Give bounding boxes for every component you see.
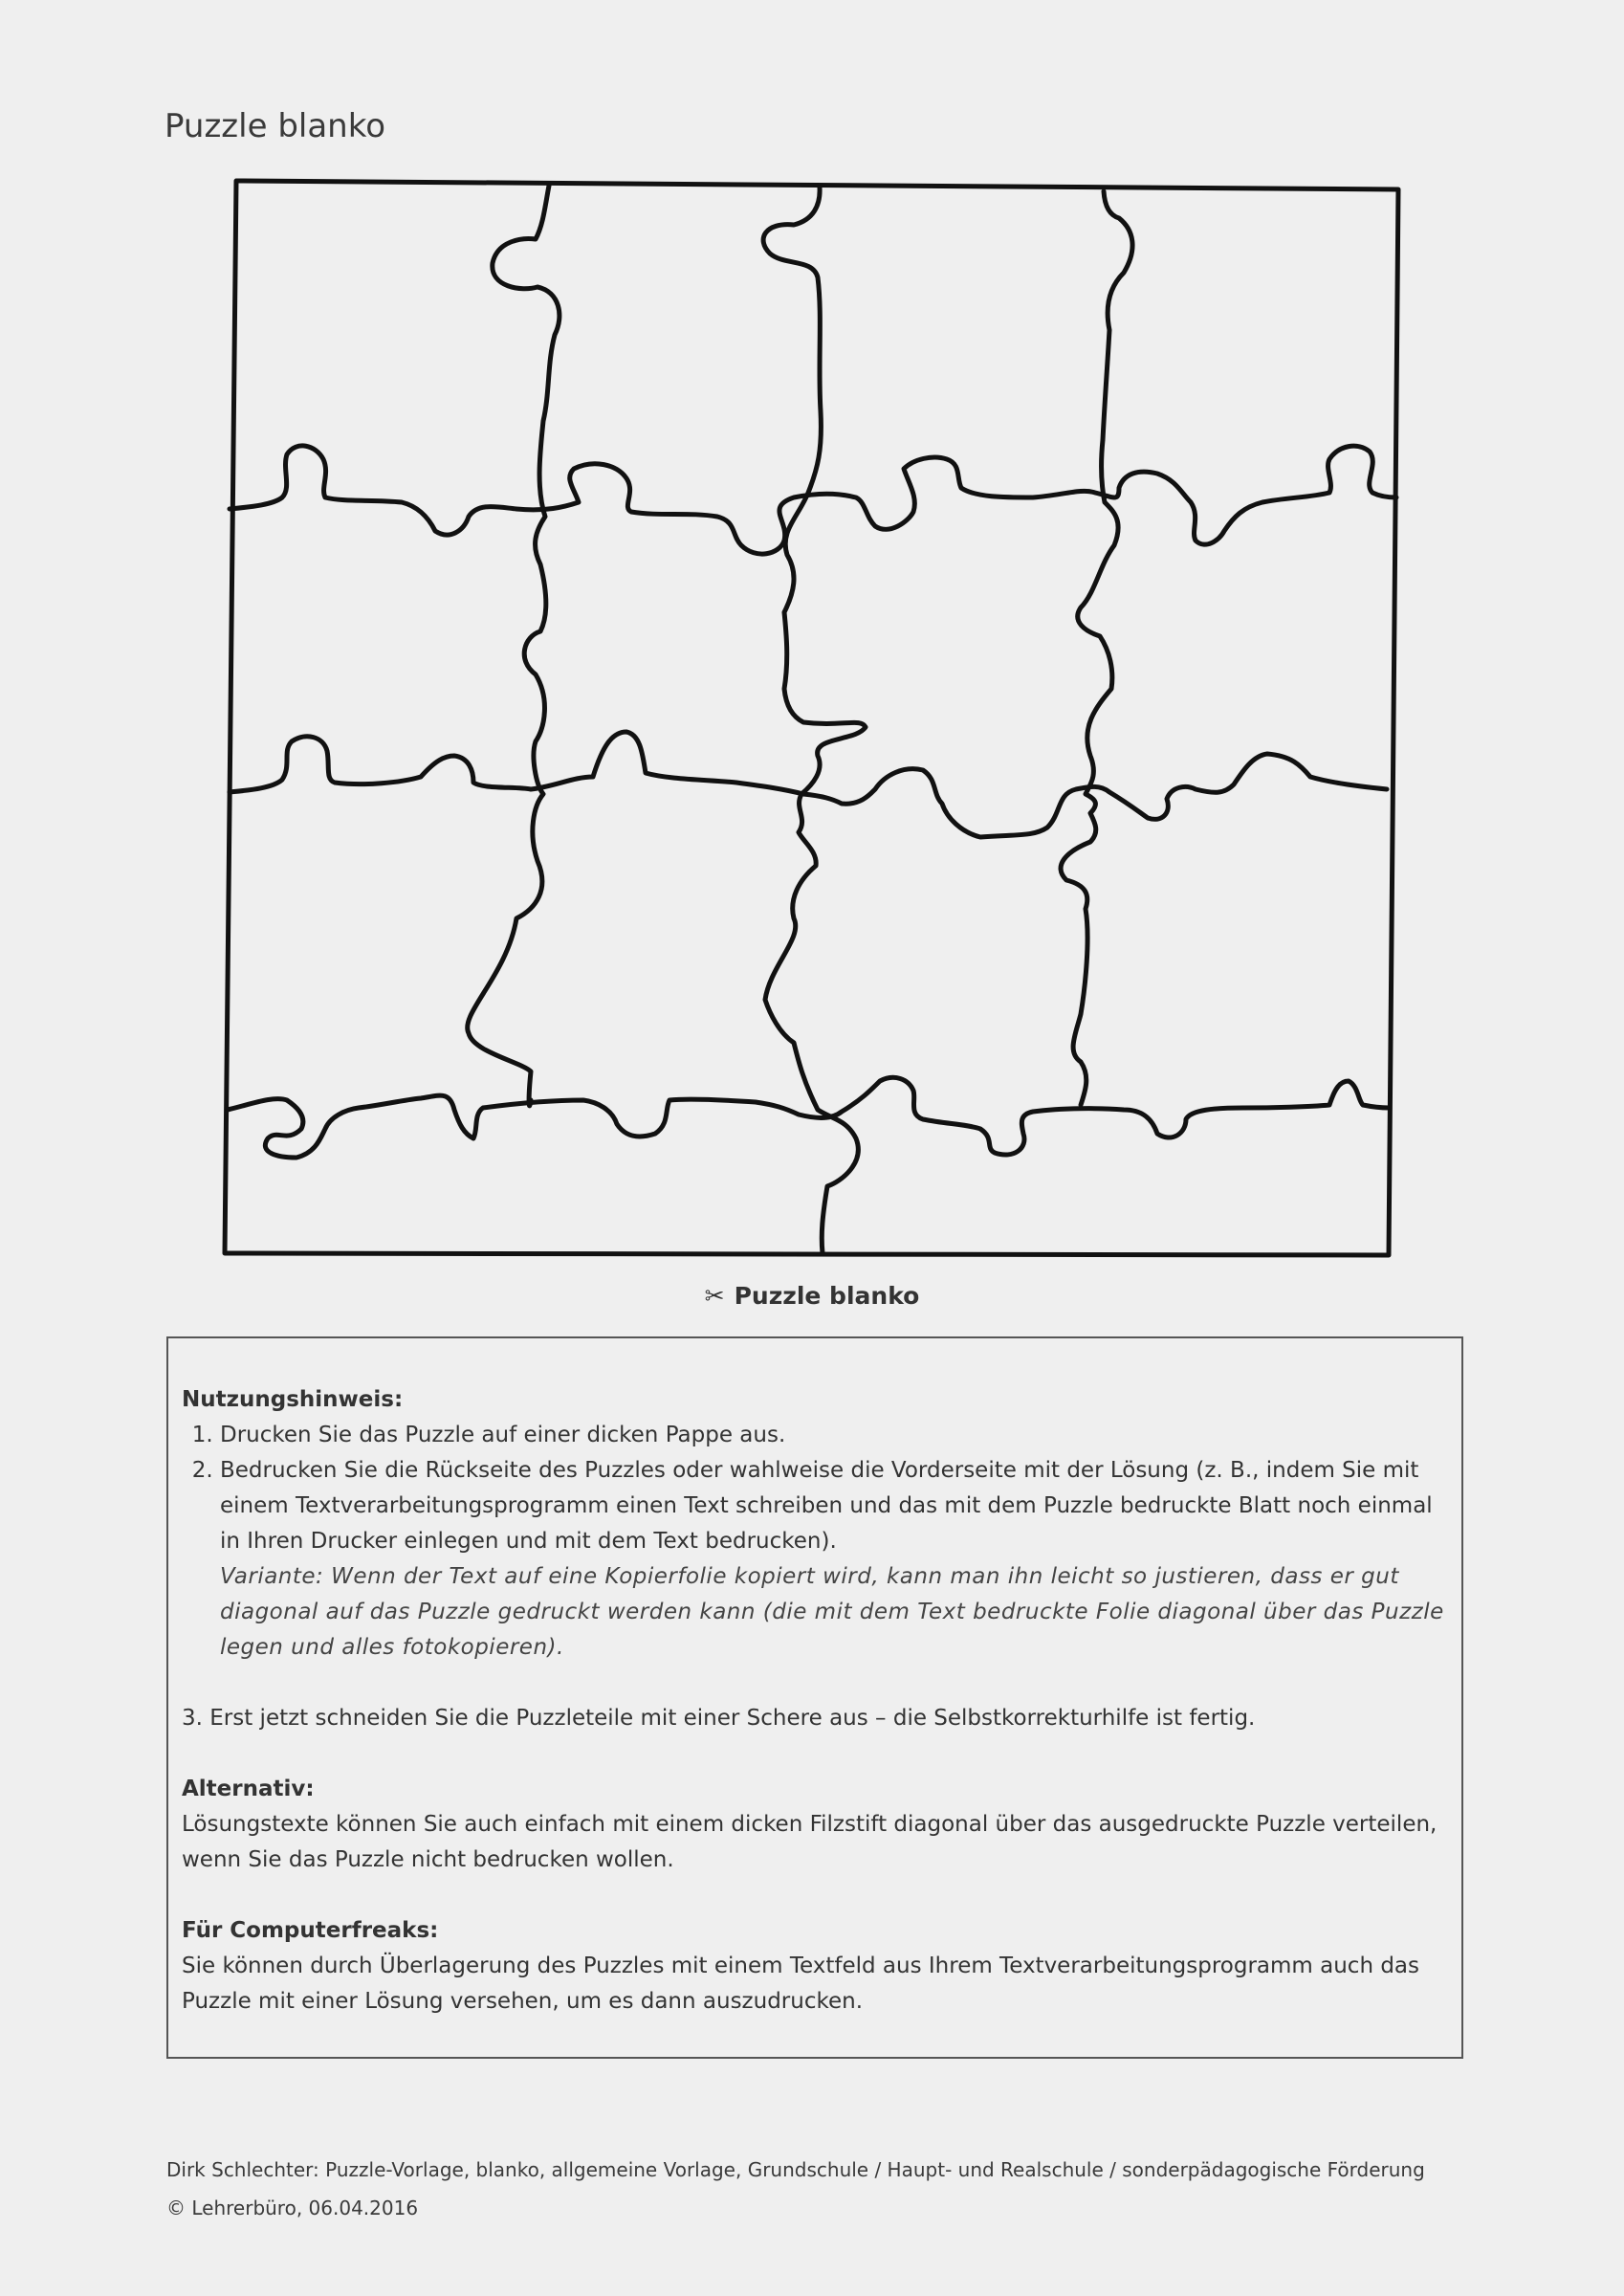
puzzle-cut-horizontal-1 xyxy=(230,446,1396,554)
scissors-icon: ✂ xyxy=(704,1282,725,1310)
puzzle-cut-vertical-1 xyxy=(468,186,560,1106)
usage-step-2-text: Bedrucken Sie die Rückseite des Puzzles oder wahlweise die Vorderseite mit der Lösung (z. B., indem Sie mit einem Textverarbeitungsprogramm einen Text schreiben und das mit dem Puzzle bedruckte Blatt noch einmal in Ihren Drucker einlegen und mit dem Text bedrucken). xyxy=(220,1458,1433,1554)
alternative-heading: Alternativ: xyxy=(182,1777,315,1801)
usage-steps-list xyxy=(182,1418,1446,1666)
usage-step-3: 3. Erst jetzt schneiden Sie die Puzzleteile mit einer Schere aus – die Selbstkorrekturhilfe ist fertig. xyxy=(182,1706,1256,1731)
alternative-text: Lösungstexte können Sie auch einfach mit einem dicken Filzstift diagonal über das ausgedruckte Puzzle verteilen, wenn Sie das Puzzle nicht bedrucken wollen. xyxy=(182,1812,1437,1872)
usage-step-2 xyxy=(220,1453,1446,1666)
footer xyxy=(166,2151,1425,2227)
page-title: Puzzle blanko xyxy=(165,107,386,145)
computer-text: Sie können durch Überlagerung des Puzzles mit einem Textfeld aus Ihrem Textverarbeitungsprogramm auch das Puzzle mit einer Lösung versehen, um es dann auszudrucken. xyxy=(182,1954,1420,2014)
computer-heading: Für Computerfreaks: xyxy=(182,1918,439,1943)
footer-copyright: © Lehrerbüro, 06.04.2016 xyxy=(166,2197,419,2219)
caption-text: Puzzle blanko xyxy=(734,1282,920,1310)
puzzle-cut-vertical-2 xyxy=(763,188,866,1253)
usage-step-1: 1. Drucken Sie das Puzzle auf einer dicken Pappe aus. xyxy=(220,1418,1446,1453)
usage-notes-heading: Nutzungshinweis: xyxy=(182,1387,404,1412)
footer-credit: Dirk Schlechter: Puzzle-Vorlage, blanko, allgemeine Vorlage, Grundschule / Haupt- und Realschule / sonderpädagogische Förderung xyxy=(166,2158,1425,2181)
usage-notes-box xyxy=(166,1336,1463,2059)
puzzle-cut-vertical-3 xyxy=(1061,191,1132,1105)
variant-note: Variante: Wenn der Text auf eine Kopierfolie kopiert wird, kann man ihn leicht so justieren, dass er gut diagonal auf das Puzzle gedruckt werden kann (die mit dem Text bedruckte Folie diagonal über das Puzzle legen und alles fotokopieren). xyxy=(220,1564,1444,1660)
puzzle-caption xyxy=(0,1282,1624,1310)
